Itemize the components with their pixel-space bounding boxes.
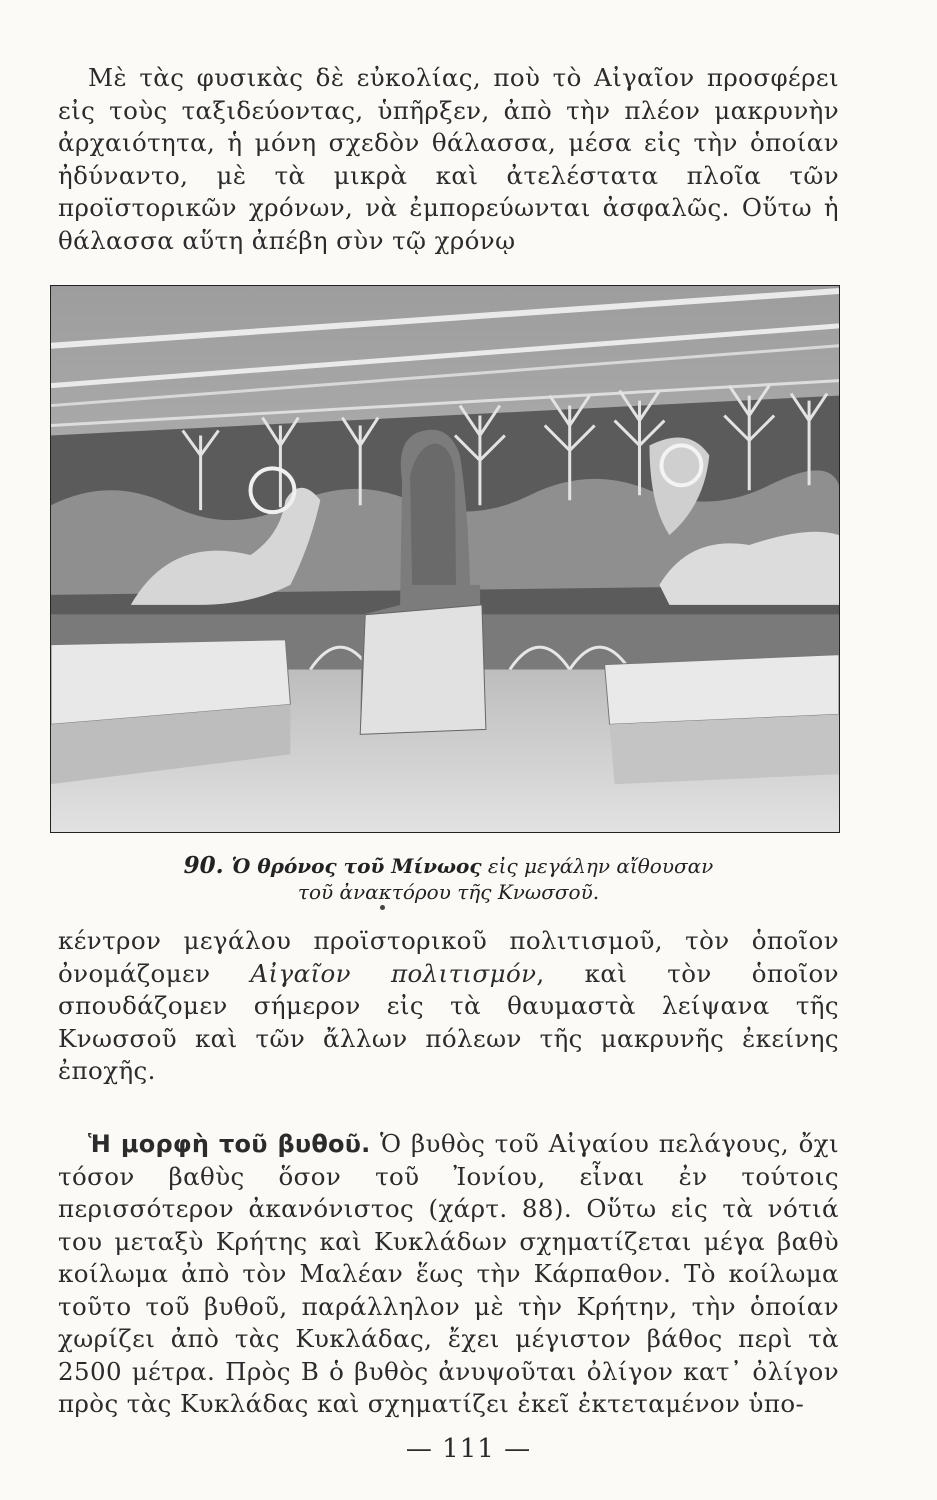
paragraph-aegean-civilization — [58, 925, 839, 1088]
paragraph-intro: Μὲ τὰς φυσικὰς δὲ εὐκολίας, ποὺ τὸ Αἰγαῖον προσφέρει εἰς τοὺς ταξιδεύοντας, ὑπῆρξεν, ἀπὸ τὴν πλέον μακρυνὴν ἀρχαιότητα, ἡ μόνη σχεδὸν θάλασσα, μέσα εἰς τὴν ὁποίαν ἠδύναντο, μὲ τὰ μικρὰ καὶ ἀτελέστατα πλοῖα τῶν προϊστορικῶν χρόνων, νὰ ἐμπορεύωνται ἀσφαλῶς. Οὕτω ἡ θάλασσα αὕτη ἀπέβη σὺν τῷ χρόνῳ — [58, 63, 839, 255]
figure-caption-line2: τοῦ ἀνακτόρου τῆς Κνωσσοῦ. — [297, 880, 600, 904]
emphasis-text: Αἰγαῖον πολιτισμόν — [250, 958, 537, 988]
paragraph-text: κέντρον μεγάλου προϊστορικοῦ πολιτισμοῦ, τὸν ὁποῖον ὀνομάζομεν — [58, 926, 839, 988]
figure-caption — [58, 852, 839, 879]
paragraph-text: Ὁ βυθὸς τοῦ Αἰγαίου πελάγους, ὄχι τόσον βαθὺς ὅσον τοῦ Ἰονίου, εἶναι ἐν τούτοις περισσότερον ἀκανόνιστος (χάρτ. 88). Οὕτω εἰς τὰ νότιά του μεταξὺ Κρήτης καὶ Κυκλάδων σχηματίζεται μέγα βαθὺ κοίλωμα ἀπὸ τὸν Μαλέαν ἕως τὴν Κάρπαθον. Τὸ κοίλωμα τοῦτο τοῦ βυθοῦ, παράλληλον μὲ τὴν Κρήτην, τὴν ὁποίαν χωρίζει ἀπὸ τὰς Κυκλάδας, ἔχει μέγιστον βάθος περὶ τὰ 2500 μέτρα. Πρὸς Β ὁ βυθὸς ἀνυψοῦται ὀλίγον κατ᾿ ὀλίγον πρὸς τὰς Κυκλάδας καὶ σχηματίζει ἐκεῖ ἐκτεταμένον ὑπο- — [58, 1129, 839, 1418]
throne-room-photo — [50, 285, 840, 833]
caption-text: εἰς μεγάλην αἴθουσαν — [481, 854, 714, 878]
fresco-illustration — [51, 286, 839, 832]
caption-title: Ὁ θρόνος τοῦ Μίνωος — [231, 854, 482, 878]
paragraph-text: , καὶ τὸν ὁποῖον σπουδάζομεν σήμερον εἰς τὰ θαυμαστὰ λείψανα τῆς Κνωσσοῦ καὶ τῶν ἄλλων πόλεων τῆς μακρυνῆς ἐκείνης ἐποχῆς. — [58, 958, 839, 1085]
page-number: — 111 — — [405, 1434, 532, 1464]
paragraph-seabed — [58, 1128, 839, 1421]
section-heading: Ἡ μορφὴ τοῦ βυθοῦ. — [88, 1130, 371, 1158]
ink-dot — [380, 905, 385, 910]
figure-number: 90. — [183, 852, 224, 879]
